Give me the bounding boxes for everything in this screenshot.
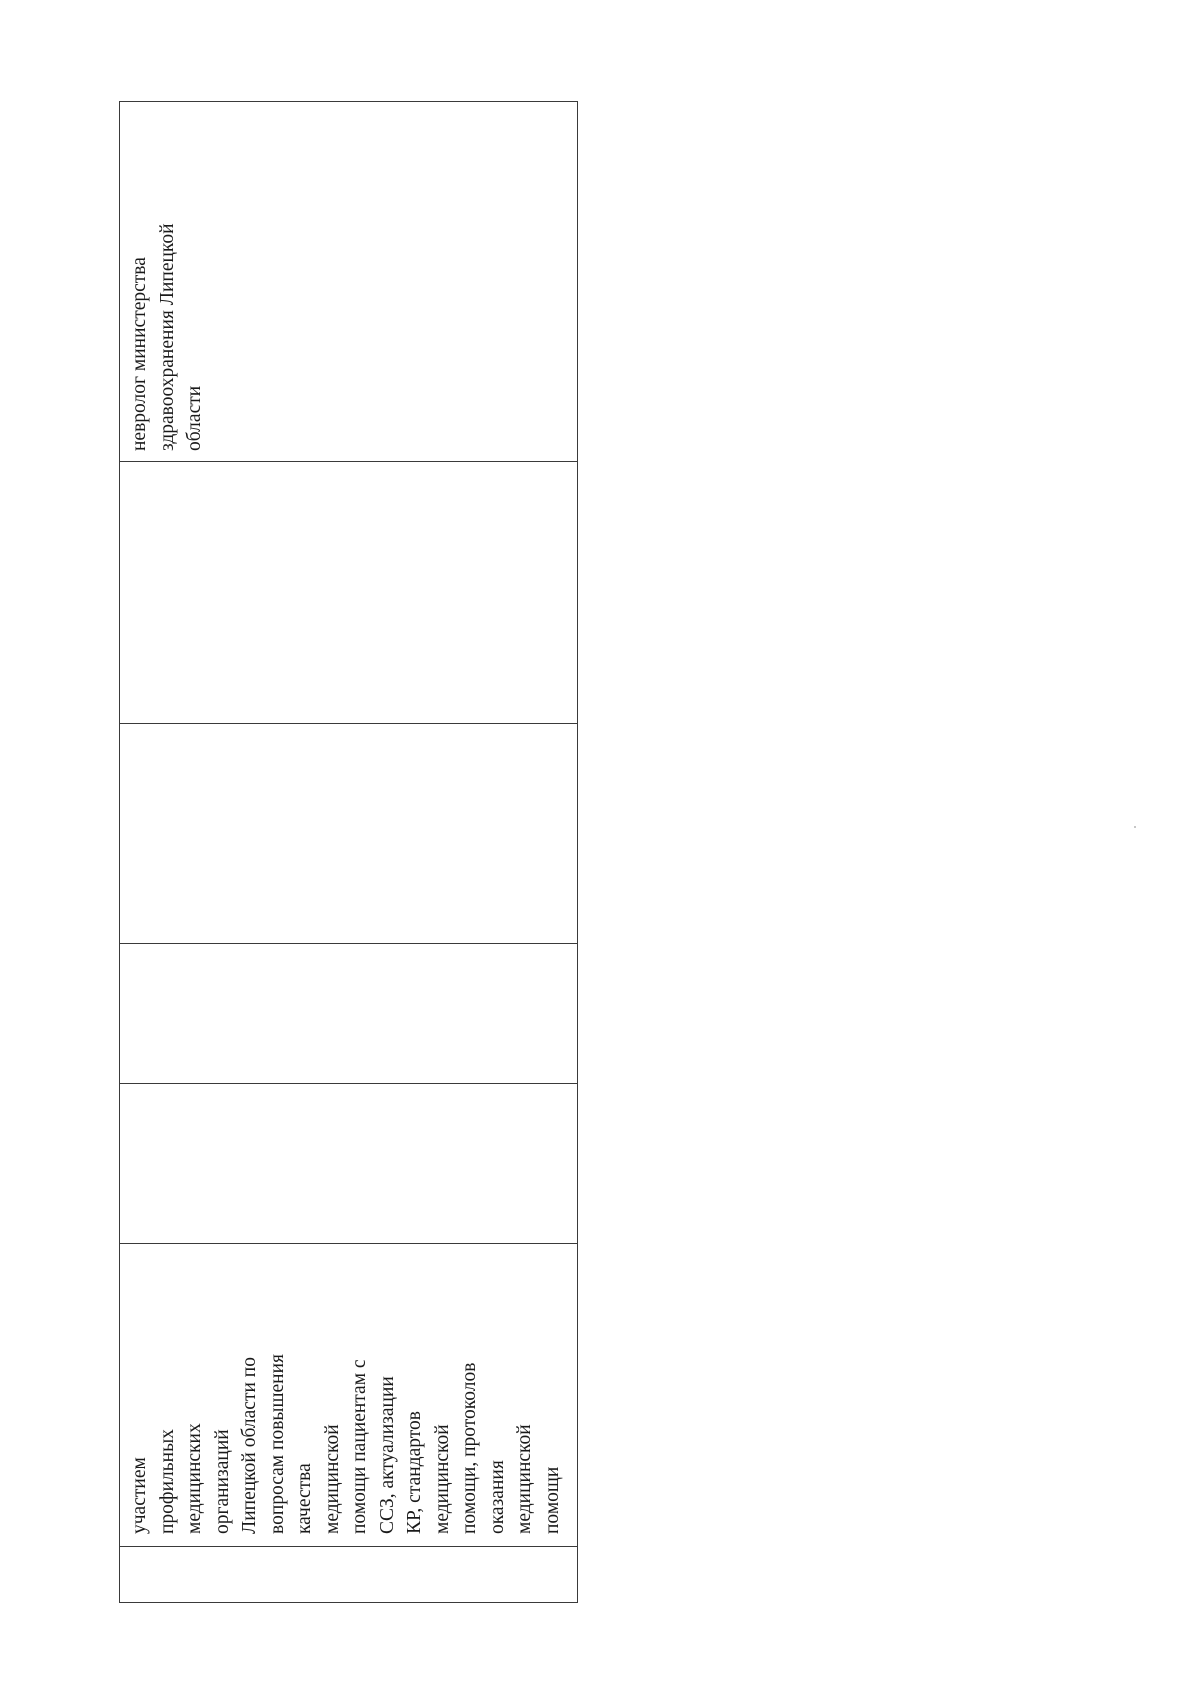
table-cell-responsible: невролог министерства здравоохранения Липецкой области: [120, 102, 578, 462]
table-cell-description: участием профильных медицинских организаций Липецкой области по вопросам повышения качества медицинской помощи пациентам с ССЗ, актуализации КР, стандартов медицинской помощи, протоколов оказания медицинской помощи: [120, 1244, 578, 1547]
table-cell-empty-4: [120, 462, 578, 724]
document-table: [119, 101, 578, 1603]
table-cell-empty-2: [120, 944, 578, 1084]
table-row: [120, 102, 578, 1603]
table-cell-empty-3: [120, 724, 578, 944]
rotated-table-fragment: [119, 102, 578, 1603]
table-cell-empty-1: [120, 1084, 578, 1244]
table-cell-number: [120, 1547, 578, 1603]
scan-speck: [1134, 826, 1136, 828]
